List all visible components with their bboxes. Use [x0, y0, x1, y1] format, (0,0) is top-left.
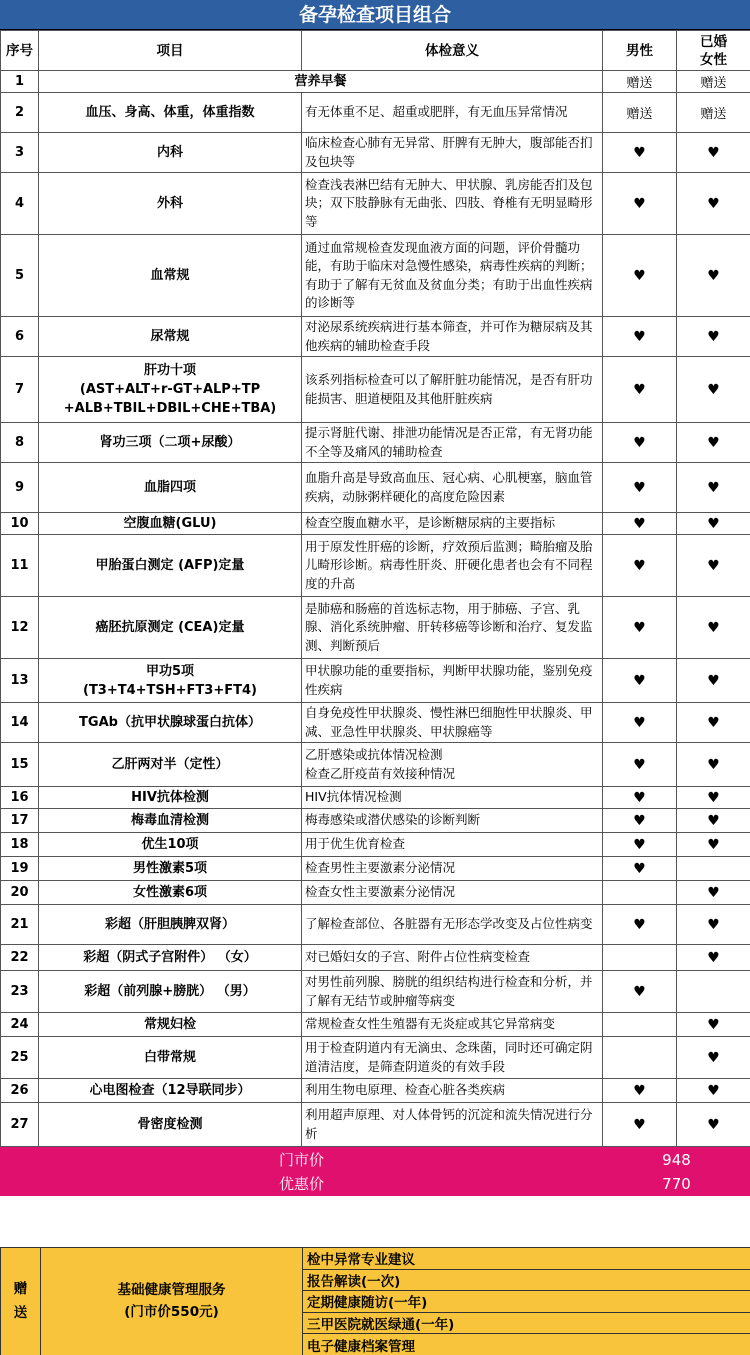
exam-meaning: 检查空腹血糖水平，是诊断糖尿病的主要指标: [302, 513, 603, 535]
exam-item: 男性激素5项: [39, 857, 302, 881]
header-meaning: 体检意义: [302, 31, 603, 71]
female-heart-icon: ♥: [677, 423, 750, 463]
market-price-value: 948: [603, 1148, 750, 1172]
female-cell: 赠送: [677, 71, 750, 93]
exam-meaning: 检查女性主要激素分泌情况: [302, 881, 603, 905]
exam-item: TGAb（抗甲状腺球蛋白抗体）: [39, 703, 302, 743]
row-number: 1: [1, 71, 39, 93]
table-header-row: [1, 31, 750, 71]
row-number: 15: [1, 743, 39, 787]
female-heart-icon: ♥: [677, 703, 750, 743]
male-heart-icon: ♥: [603, 1079, 677, 1103]
exam-meaning: 该系列指标检查可以了解肝脏功能情况，是否有肝功能损害、胆道梗阻及其他肝脏疾病: [302, 357, 603, 423]
row-number: 14: [1, 703, 39, 743]
row-number: 16: [1, 787, 39, 809]
male-cell: 赠送: [603, 71, 677, 93]
exam-item: 彩超（前列腺+膀胱） （男）: [39, 971, 302, 1013]
female-heart-icon: ♥: [677, 787, 750, 809]
row-number: 17: [1, 809, 39, 833]
table-row: [1, 597, 750, 659]
exam-meaning: 自身免疫性甲状腺炎、慢性淋巴细胞性甲状腺炎、甲减、亚急性甲状腺炎、甲状腺癌等: [302, 703, 603, 743]
table-row: [1, 1103, 750, 1147]
exam-meaning: HIV抗体情况检测: [302, 787, 603, 809]
gift-label: 赠 送: [1, 1248, 41, 1355]
row-number: 25: [1, 1037, 39, 1079]
exam-item: 白带常规: [39, 1037, 302, 1079]
female-heart-icon: ♥: [677, 357, 750, 423]
discount-price-row: [1, 1172, 750, 1196]
exam-meaning: 用于检查阴道内有无滴虫、念珠菌，同时还可确定阴道清洁度，是筛查阴道炎的有效手段: [302, 1037, 603, 1079]
female-heart-icon: ♥: [677, 743, 750, 787]
row-number: 21: [1, 905, 39, 945]
male-heart-icon: ♥: [603, 659, 677, 703]
gift-item: 三甲医院就医绿通(一年): [303, 1312, 750, 1334]
female-heart-icon: ♥: [677, 133, 750, 173]
male-heart-icon: ♥: [603, 787, 677, 809]
male-heart-icon: ♥: [603, 597, 677, 659]
male-cell: 赠送: [603, 93, 677, 133]
male-heart-icon: ♥: [603, 535, 677, 597]
row-number: 8: [1, 423, 39, 463]
male-heart-icon: ♥: [603, 423, 677, 463]
row-number: 9: [1, 463, 39, 513]
exam-item: 血脂四项: [39, 463, 302, 513]
exam-meaning: 利用超声原理、对人体骨钙的沉淀和流失情况进行分析: [302, 1103, 603, 1147]
table-row: [1, 133, 750, 173]
exam-item: HIV抗体检测: [39, 787, 302, 809]
table-row: [1, 1037, 750, 1079]
row-number: 2: [1, 93, 39, 133]
table-row: [1, 513, 750, 535]
row-number: 27: [1, 1103, 39, 1147]
gift-item: 报告解读(一次): [303, 1269, 750, 1291]
male-cell: [603, 881, 677, 905]
table-row: [1, 881, 750, 905]
exam-meaning: 通过血常规检查发现血液方面的问题，评价骨髓功能，有助于临床对急慢性感染，病毒性疾病的判断；有助于了解有无贫血及贫血分类；有助于出血性疾病的诊断等: [302, 235, 603, 317]
exam-meaning: 梅毒感染或潜伏感染的诊断判断: [302, 809, 603, 833]
exam-item: 空腹血糖(GLU): [39, 513, 302, 535]
female-heart-icon: ♥: [677, 945, 750, 971]
exam-meaning: 有无体重不足、超重或肥胖，有无血压异常情况: [302, 93, 603, 133]
row-number: 19: [1, 857, 39, 881]
row-number: 20: [1, 881, 39, 905]
female-cell: [677, 971, 750, 1013]
row-number: 11: [1, 535, 39, 597]
table-row: [1, 463, 750, 513]
exam-meaning: 乙肝感染或抗体情况检测 检查乙肝疫苗有效接种情况: [302, 743, 603, 787]
female-heart-icon: ♥: [677, 659, 750, 703]
table-row: [1, 971, 750, 1013]
table-row: [1, 857, 750, 881]
table-row: [1, 833, 750, 857]
female-heart-icon: ♥: [677, 1013, 750, 1037]
discount-price-label: 优惠价: [1, 1172, 603, 1196]
female-heart-icon: ♥: [677, 809, 750, 833]
exam-meaning: 用于优生优育检查: [302, 833, 603, 857]
header-item: 项目: [39, 31, 302, 71]
exam-table: [0, 30, 750, 1147]
table-row: [1, 945, 750, 971]
female-heart-icon: ♥: [677, 1103, 750, 1147]
male-heart-icon: ♥: [603, 905, 677, 945]
exam-item: 彩超（阴式子宫附件） （女）: [39, 945, 302, 971]
female-heart-icon: ♥: [677, 535, 750, 597]
male-heart-icon: ♥: [603, 173, 677, 235]
male-cell: [603, 945, 677, 971]
female-heart-icon: ♥: [677, 463, 750, 513]
male-heart-icon: ♥: [603, 133, 677, 173]
female-heart-icon: ♥: [677, 1079, 750, 1103]
gift-item: 检中异常专业建议: [303, 1248, 750, 1270]
price-table: [0, 1147, 750, 1196]
header-no: 序号: [1, 31, 39, 71]
exam-meaning: 甲状腺功能的重要指标，判断甲状腺功能，鉴别免疫性疾病: [302, 659, 603, 703]
table-row: [1, 235, 750, 317]
exam-item: 常规妇检: [39, 1013, 302, 1037]
female-heart-icon: ♥: [677, 1037, 750, 1079]
male-heart-icon: ♥: [603, 1103, 677, 1147]
male-heart-icon: ♥: [603, 809, 677, 833]
exam-item: 甲胎蛋白测定 (AFP)定量: [39, 535, 302, 597]
exam-item: 血压、身高、体重，体重指数: [39, 93, 302, 133]
exam-meaning: 提示肾脏代谢、排泄功能情况是否正常，有无肾功能不全等及痛风的辅助检查: [302, 423, 603, 463]
market-price-row: [1, 1148, 750, 1172]
table-row: [1, 93, 750, 133]
exam-meaning: 对泌尿系统疾病进行基本筛查，并可作为糖尿病及其他疾病的辅助检查手段: [302, 317, 603, 357]
exam-meaning: 血脂升高是导致高血压、冠心病、心肌梗塞，脑血管疾病，动脉粥样硬化的高度危险因素: [302, 463, 603, 513]
female-cell: [677, 857, 750, 881]
female-heart-icon: ♥: [677, 173, 750, 235]
female-heart-icon: ♥: [677, 597, 750, 659]
table-row: [1, 173, 750, 235]
row-number: 23: [1, 971, 39, 1013]
female-cell: 赠送: [677, 93, 750, 133]
exam-meaning: 检查男性主要激素分泌情况: [302, 857, 603, 881]
table-row: [1, 905, 750, 945]
exam-meaning: 是肺癌和肠癌的首选标志物，用于肺癌、子宫、乳腺、消化系统肿瘤、肝转移癌等诊断和治疗、复发监测、判断预后: [302, 597, 603, 659]
exam-item: 甲功5项 (T3+T4+TSH+FT3+FT4): [39, 659, 302, 703]
male-heart-icon: ♥: [603, 235, 677, 317]
exam-meaning: 对已婚妇女的子宫、附件占位性病变检查: [302, 945, 603, 971]
row-number: 13: [1, 659, 39, 703]
header-male: 男性: [603, 31, 677, 71]
gift-service-price: (门市价550元): [124, 1304, 219, 1321]
row-number: 26: [1, 1079, 39, 1103]
male-heart-icon: ♥: [603, 833, 677, 857]
table-row: [1, 357, 750, 423]
table-row: [1, 659, 750, 703]
exam-item: 心电图检查（12导联同步）: [39, 1079, 302, 1103]
female-heart-icon: ♥: [677, 317, 750, 357]
exam-item: 优生10项: [39, 833, 302, 857]
male-cell: [603, 1037, 677, 1079]
exam-item: 营养早餐: [39, 71, 603, 93]
table-row: [1, 743, 750, 787]
male-heart-icon: ♥: [603, 463, 677, 513]
male-heart-icon: ♥: [603, 971, 677, 1013]
exam-item: 乙肝两对半（定性）: [39, 743, 302, 787]
gift-item: 定期健康随访(一年): [303, 1291, 750, 1313]
male-heart-icon: ♥: [603, 357, 677, 423]
row-number: 18: [1, 833, 39, 857]
table-row: [1, 71, 750, 93]
exam-item: 骨密度检测: [39, 1103, 302, 1147]
table-row: [1, 787, 750, 809]
table-row: [1, 809, 750, 833]
exam-item: 肝功十项 (AST+ALT+r-GT+ALP+TP +ALB+TBIL+DBIL+CHE+TBA): [39, 357, 302, 423]
exam-item: 癌胚抗原测定 (CEA)定量: [39, 597, 302, 659]
row-number: 4: [1, 173, 39, 235]
table-row: [1, 423, 750, 463]
gift-item: 电子健康档案管理: [303, 1334, 750, 1355]
exam-item: 尿常规: [39, 317, 302, 357]
exam-meaning: 对男性前列腺、膀胱的组织结构进行检查和分析，并了解有无结节或肿瘤等病变: [302, 971, 603, 1013]
female-heart-icon: ♥: [677, 881, 750, 905]
row-number: 10: [1, 513, 39, 535]
row-number: 24: [1, 1013, 39, 1037]
gift-section: [0, 1247, 750, 1355]
header-female: 已婚 女性: [677, 31, 750, 71]
exam-meaning: 用于原发性肝癌的诊断，疗效预后监测；畸胎瘤及胎儿畸形诊断。病毒性肝炎、肝硬化患者也会有不同程度的升高: [302, 535, 603, 597]
male-heart-icon: ♥: [603, 703, 677, 743]
exam-item: 彩超（肝胆胰脾双肾）: [39, 905, 302, 945]
female-heart-icon: ♥: [677, 833, 750, 857]
female-heart-icon: ♥: [677, 513, 750, 535]
exam-item: 外科: [39, 173, 302, 235]
exam-item: 血常规: [39, 235, 302, 317]
exam-meaning: 利用生物电原理、检查心脏各类疾病: [302, 1079, 603, 1103]
gift-service-name: 基础健康管理服务: [117, 1282, 226, 1299]
row-number: 7: [1, 357, 39, 423]
male-heart-icon: ♥: [603, 857, 677, 881]
row-number: 3: [1, 133, 39, 173]
male-cell: [603, 1013, 677, 1037]
page-title: 备孕检查项目组合: [0, 0, 750, 30]
table-row: [1, 535, 750, 597]
male-heart-icon: ♥: [603, 743, 677, 787]
discount-price-value: 770: [603, 1172, 750, 1196]
male-heart-icon: ♥: [603, 513, 677, 535]
market-price-label: 门市价: [1, 1148, 603, 1172]
table-row: [1, 317, 750, 357]
female-heart-icon: ♥: [677, 905, 750, 945]
row-number: 6: [1, 317, 39, 357]
table-row: [1, 1013, 750, 1037]
exam-meaning: 常规检查女性生殖器有无炎症或其它异常病变: [302, 1013, 603, 1037]
female-heart-icon: ♥: [677, 235, 750, 317]
male-heart-icon: ♥: [603, 317, 677, 357]
exam-meaning: 了解检查部位、各脏器有无形态学改变及占位性病变: [302, 905, 603, 945]
table-row: [1, 1079, 750, 1103]
exam-item: 梅毒血清检测: [39, 809, 302, 833]
exam-meaning: 检查浅表淋巴结有无肿大、甲状腺、乳房能否扪及包块；双下肢静脉有无曲张、四肢、脊椎有无明显畸形等: [302, 173, 603, 235]
row-number: 5: [1, 235, 39, 317]
exam-item: 女性激素6项: [39, 881, 302, 905]
row-number: 22: [1, 945, 39, 971]
exam-meaning: 临床检查心肺有无异常、肝脾有无肿大，腹部能否扪及包块等: [302, 133, 603, 173]
table-row: [1, 703, 750, 743]
gift-service: [41, 1248, 303, 1355]
exam-item: 肾功三项（二项+尿酸）: [39, 423, 302, 463]
exam-item: 内科: [39, 133, 302, 173]
row-number: 12: [1, 597, 39, 659]
gift-table: [0, 1247, 750, 1355]
